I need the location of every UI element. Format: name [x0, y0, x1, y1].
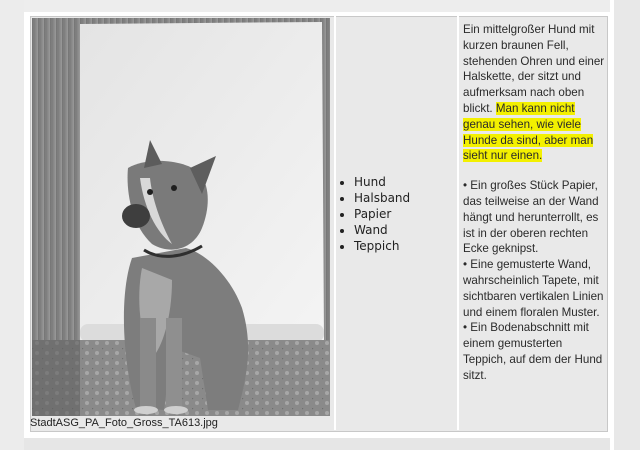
keyword-item: • Halsband [354, 190, 453, 206]
column-divider [334, 16, 336, 430]
page-margin-left [0, 0, 24, 450]
description-intro: Ein mittelgroßer Hund mit kurzen braunen Fell, stehenden Ohren und einer Halskette, der sitzt und aufmerksam nach oben blickt. [463, 23, 605, 115]
description-bullet: • Ein Bodenabschnitt mit einem gemusterten Teppich, auf dem der Hund sitzt. [463, 321, 603, 382]
description-bullet: • Eine gemusterte Wand, wahrscheinlich Tapete, mit sichtbaren vertikalen Linien und einem floralen Muster. [463, 258, 604, 319]
keyword-item: • Papier [354, 206, 453, 222]
page-margin-right [610, 0, 640, 450]
bullet-text: Ein Bodenabschnitt mit einem gemusterten Teppich, auf dem der Hund sitzt. [463, 321, 603, 382]
description-paragraph [463, 22, 605, 164]
bullet-text: Eine gemusterte Wand, wahrscheinlich Tapete, mit sichtbaren vertikalen Linien und einem floralen Muster. [463, 258, 604, 319]
keyword-item: • Teppich [354, 238, 453, 254]
image-filename-caption: StadtASG_PA_Foto_Gross_TA613.jpg [30, 417, 218, 429]
bullet-text: Ein großes Stück Papier, das teilweise an der Wand hängt und herunterrollt, es ist in der oberen rechten Ecke geknipst. [463, 179, 599, 256]
description-bullets [463, 178, 605, 383]
description-bullet: • Ein großes Stück Papier, das teilweise an der Wand hängt und herunterrollt, es ist in der oberen rechten Ecke geknipst. [463, 179, 599, 256]
keyword-item: • Hund [354, 174, 453, 190]
highlighted-text: Man kann nicht genau sehen, wie viele Hunde da sind, aber man sieht nur einen. [463, 101, 594, 163]
keyword-item: • Wand [354, 222, 453, 238]
column-divider [457, 16, 459, 430]
dog-photo[interactable] [32, 18, 330, 416]
dog-photo-graphic [32, 18, 330, 416]
keyword-list [338, 174, 453, 254]
window-top-strip [0, 0, 640, 12]
image-description [463, 22, 605, 384]
